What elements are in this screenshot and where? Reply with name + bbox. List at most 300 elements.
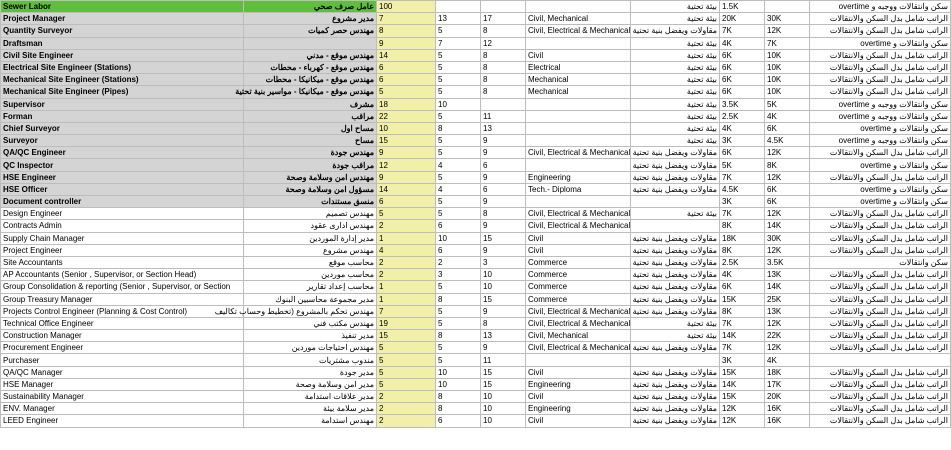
- cell-job-title-ar[interactable]: مهندس تصميم: [244, 208, 377, 220]
- cell-project-type[interactable]: مقاولات ويفضل بنية تحتية: [631, 415, 720, 427]
- cell-experience-max[interactable]: 8: [481, 208, 526, 220]
- cell-salary-min[interactable]: 7K: [720, 317, 765, 329]
- cell-salary-max[interactable]: 13K: [765, 269, 810, 281]
- cell-salary-min[interactable]: 3.5K: [720, 98, 765, 110]
- table-row[interactable]: [1, 49, 951, 61]
- cell-project-type[interactable]: مقاولات ويفضل بنية تحتية: [631, 25, 720, 37]
- cell-experience-max[interactable]: 8: [481, 25, 526, 37]
- cell-count[interactable]: 1: [377, 293, 436, 305]
- cell-experience-max[interactable]: 8: [481, 61, 526, 73]
- cell-experience-max[interactable]: 15: [481, 232, 526, 244]
- cell-count[interactable]: 14: [377, 183, 436, 195]
- cell-salary-max[interactable]: 16K: [765, 403, 810, 415]
- cell-job-title-ar[interactable]: مهندس امن وسلامة وصحة: [244, 171, 377, 183]
- cell-experience-max[interactable]: 10: [481, 391, 526, 403]
- cell-benefits[interactable]: سكن وانتقالات و overtime: [810, 37, 951, 49]
- cell-count[interactable]: 1: [377, 232, 436, 244]
- cell-job-title-en[interactable]: Site Accountants: [1, 256, 244, 268]
- cell-experience-max[interactable]: 11: [481, 110, 526, 122]
- cell-count[interactable]: 5: [377, 208, 436, 220]
- cell-job-title-ar[interactable]: مدير علاقات استدامة: [244, 391, 377, 403]
- cell-project-type[interactable]: مقاولات ويفضل بنية تحتية: [631, 403, 720, 415]
- cell-salary-min[interactable]: 7K: [720, 25, 765, 37]
- cell-specialization[interactable]: [526, 110, 631, 122]
- cell-benefits[interactable]: الراتب شامل بدل السكن والانتقالات: [810, 208, 951, 220]
- cell-experience-min[interactable]: 5: [436, 342, 481, 354]
- cell-salary-max[interactable]: 13K: [765, 305, 810, 317]
- cell-specialization[interactable]: Civil: [526, 366, 631, 378]
- cell-project-type[interactable]: بيئة تحتية: [631, 98, 720, 110]
- cell-project-type[interactable]: بيئة تحتية: [631, 317, 720, 329]
- cell-count[interactable]: 12: [377, 159, 436, 171]
- cell-experience-max[interactable]: 9: [481, 342, 526, 354]
- cell-benefits[interactable]: الراتب شامل بدل السكن والانتقالات: [810, 244, 951, 256]
- cell-salary-min[interactable]: 12K: [720, 415, 765, 427]
- cell-count[interactable]: 2: [377, 415, 436, 427]
- cell-job-title-en[interactable]: ENV. Manager: [1, 403, 244, 415]
- cell-salary-min[interactable]: 6K: [720, 281, 765, 293]
- cell-job-title-en[interactable]: AP Accountants (Senior , Supervisor, or Section Head): [1, 269, 244, 281]
- cell-salary-max[interactable]: 8K: [765, 159, 810, 171]
- cell-salary-min[interactable]: 8K: [720, 305, 765, 317]
- table-row[interactable]: [1, 25, 951, 37]
- cell-job-title-ar[interactable]: مهندس مكتب فني: [244, 317, 377, 329]
- cell-job-title-ar[interactable]: محاسب موردين: [244, 269, 377, 281]
- cell-job-title-ar[interactable]: [244, 37, 377, 49]
- cell-salary-max[interactable]: 30K: [765, 232, 810, 244]
- cell-count[interactable]: 15: [377, 135, 436, 147]
- cell-experience-max[interactable]: 9: [481, 147, 526, 159]
- cell-experience-min[interactable]: 5: [436, 49, 481, 61]
- cell-benefits[interactable]: الراتب شامل بدل السكن والانتقالات: [810, 25, 951, 37]
- cell-project-type[interactable]: مقاولات ويفضل بنية تحتية: [631, 244, 720, 256]
- cell-experience-max[interactable]: 11: [481, 354, 526, 366]
- cell-job-title-en[interactable]: Draftsman: [1, 37, 244, 49]
- cell-experience-min[interactable]: 7: [436, 37, 481, 49]
- cell-salary-max[interactable]: 14K: [765, 281, 810, 293]
- cell-job-title-ar[interactable]: مراقب جودة: [244, 159, 377, 171]
- table-row[interactable]: [1, 342, 951, 354]
- cell-job-title-ar[interactable]: مهندس موقع - كهرباء - محطات: [244, 61, 377, 73]
- cell-salary-min[interactable]: 1.5K: [720, 1, 765, 13]
- cell-specialization[interactable]: Commerce: [526, 256, 631, 268]
- cell-count[interactable]: 4: [377, 244, 436, 256]
- cell-benefits[interactable]: سكن وانتقالات ووجبه و overtime: [810, 1, 951, 13]
- cell-salary-min[interactable]: 6K: [720, 49, 765, 61]
- cell-salary-min[interactable]: 6K: [720, 74, 765, 86]
- cell-count[interactable]: 9: [377, 147, 436, 159]
- cell-job-title-ar[interactable]: مهندس ادارى عقود: [244, 220, 377, 232]
- cell-experience-max[interactable]: 6: [481, 183, 526, 195]
- cell-project-type[interactable]: مقاولات ويفضل بنية تحتية: [631, 391, 720, 403]
- cell-experience-max[interactable]: 17: [481, 13, 526, 25]
- cell-specialization[interactable]: [526, 196, 631, 208]
- cell-experience-max[interactable]: 8: [481, 49, 526, 61]
- cell-experience-max[interactable]: 9: [481, 171, 526, 183]
- cell-experience-max[interactable]: 10: [481, 415, 526, 427]
- table-row[interactable]: [1, 61, 951, 73]
- table-row[interactable]: [1, 378, 951, 390]
- cell-job-title-en[interactable]: Projects Control Engineer (Planning & Cost Control): [1, 305, 244, 317]
- cell-salary-max[interactable]: [765, 1, 810, 13]
- cell-job-title-en[interactable]: QC Inspector: [1, 159, 244, 171]
- cell-specialization[interactable]: Commerce: [526, 293, 631, 305]
- table-row[interactable]: [1, 208, 951, 220]
- cell-experience-max[interactable]: 10: [481, 281, 526, 293]
- cell-benefits[interactable]: الراتب شامل بدل السكن والانتقالات: [810, 269, 951, 281]
- cell-experience-max[interactable]: 15: [481, 293, 526, 305]
- cell-project-type[interactable]: مقاولات ويفضل بنية تحتية: [631, 366, 720, 378]
- cell-specialization[interactable]: [526, 135, 631, 147]
- cell-job-title-en[interactable]: QA/QC Engineer: [1, 147, 244, 159]
- cell-experience-min[interactable]: 8: [436, 403, 481, 415]
- cell-benefits[interactable]: الراتب شامل بدل السكن والانتقالات: [810, 74, 951, 86]
- cell-job-title-ar[interactable]: مهندس حصر كميات: [244, 25, 377, 37]
- cell-project-type[interactable]: مقاولات ويفضل بنية تحتية: [631, 305, 720, 317]
- cell-project-type[interactable]: بيئة تحتية: [631, 37, 720, 49]
- cell-benefits[interactable]: الراتب شامل بدل السكن والانتقالات: [810, 49, 951, 61]
- cell-salary-max[interactable]: 4.5K: [765, 135, 810, 147]
- cell-count[interactable]: 14: [377, 49, 436, 61]
- cell-count[interactable]: 7: [377, 13, 436, 25]
- table-row[interactable]: [1, 330, 951, 342]
- cell-count[interactable]: 6: [377, 74, 436, 86]
- cell-experience-min[interactable]: 5: [436, 305, 481, 317]
- cell-salary-min[interactable]: 12K: [720, 403, 765, 415]
- cell-experience-min[interactable]: 8: [436, 330, 481, 342]
- cell-specialization[interactable]: Civil, Electrical & Mechanical: [526, 305, 631, 317]
- cell-specialization[interactable]: Tech.- Diploma: [526, 183, 631, 195]
- cell-experience-min[interactable]: 4: [436, 183, 481, 195]
- cell-experience-max[interactable]: 15: [481, 378, 526, 390]
- cell-specialization[interactable]: [526, 122, 631, 134]
- cell-project-type[interactable]: بيئة تحتية: [631, 122, 720, 134]
- cell-job-title-ar[interactable]: مهندس مشروع: [244, 244, 377, 256]
- cell-salary-min[interactable]: 3K: [720, 354, 765, 366]
- cell-experience-max[interactable]: 15: [481, 366, 526, 378]
- cell-benefits[interactable]: الراتب شامل بدل السكن والانتقالات: [810, 232, 951, 244]
- cell-salary-max[interactable]: 6K: [765, 183, 810, 195]
- cell-experience-min[interactable]: 5: [436, 110, 481, 122]
- cell-specialization[interactable]: Mechanical: [526, 86, 631, 98]
- cell-job-title-en[interactable]: HSE Manager: [1, 378, 244, 390]
- cell-salary-min[interactable]: 4K: [720, 269, 765, 281]
- cell-salary-min[interactable]: 15K: [720, 391, 765, 403]
- cell-experience-max[interactable]: 10: [481, 269, 526, 281]
- cell-salary-max[interactable]: 16K: [765, 415, 810, 427]
- cell-salary-min[interactable]: 20K: [720, 13, 765, 25]
- cell-specialization[interactable]: Civil, Electrical & Mechanical: [526, 317, 631, 329]
- cell-salary-max[interactable]: 5K: [765, 98, 810, 110]
- cell-job-title-en[interactable]: Quantity Surveyor: [1, 25, 244, 37]
- cell-job-title-en[interactable]: Forman: [1, 110, 244, 122]
- cell-experience-min[interactable]: 13: [436, 13, 481, 25]
- cell-count[interactable]: 6: [377, 61, 436, 73]
- cell-job-title-ar[interactable]: مدير جودة: [244, 366, 377, 378]
- cell-job-title-en[interactable]: Surveyor: [1, 135, 244, 147]
- cell-experience-max[interactable]: 9: [481, 305, 526, 317]
- cell-job-title-ar[interactable]: مدير مجموعة محاسبين البنوك: [244, 293, 377, 305]
- cell-project-type[interactable]: [631, 220, 720, 232]
- cell-job-title-ar[interactable]: مهندس موقع - مدني: [244, 49, 377, 61]
- cell-job-title-ar[interactable]: مندوب مشتريات: [244, 354, 377, 366]
- cell-count[interactable]: 5: [377, 86, 436, 98]
- cell-experience-max[interactable]: 6: [481, 159, 526, 171]
- cell-count[interactable]: 5: [377, 342, 436, 354]
- table-row[interactable]: [1, 317, 951, 329]
- cell-benefits[interactable]: سكن وانتقالات: [810, 256, 951, 268]
- cell-project-type[interactable]: [631, 196, 720, 208]
- cell-count[interactable]: 2: [377, 403, 436, 415]
- cell-job-title-ar[interactable]: مدير إدارة الموردين: [244, 232, 377, 244]
- cell-experience-min[interactable]: 5: [436, 354, 481, 366]
- cell-specialization[interactable]: Commerce: [526, 281, 631, 293]
- cell-job-title-ar[interactable]: مهندس احتياجات موردين: [244, 342, 377, 354]
- cell-job-title-ar[interactable]: مهندس موقع - ميكانيكا - محطات: [244, 74, 377, 86]
- cell-job-title-ar[interactable]: مهندس استدامة: [244, 415, 377, 427]
- cell-experience-min[interactable]: 5: [436, 86, 481, 98]
- cell-experience-min[interactable]: 5: [436, 281, 481, 293]
- cell-job-title-en[interactable]: Technical Office Engineer: [1, 317, 244, 329]
- cell-benefits[interactable]: [810, 354, 951, 366]
- cell-specialization[interactable]: Civil, Electrical & Mechanical: [526, 147, 631, 159]
- cell-count[interactable]: 5: [377, 354, 436, 366]
- cell-experience-max[interactable]: [481, 1, 526, 13]
- cell-experience-min[interactable]: [436, 1, 481, 13]
- cell-experience-max[interactable]: 8: [481, 317, 526, 329]
- cell-salary-max[interactable]: 6K: [765, 122, 810, 134]
- cell-job-title-ar[interactable]: محاسب موقع: [244, 256, 377, 268]
- cell-job-title-en[interactable]: Electrical Site Engineer (Stations): [1, 61, 244, 73]
- cell-specialization[interactable]: [526, 159, 631, 171]
- cell-experience-min[interactable]: 5: [436, 25, 481, 37]
- cell-benefits[interactable]: سكن وانتقالات ووجبه و overtime: [810, 98, 951, 110]
- cell-salary-max[interactable]: 6K: [765, 196, 810, 208]
- cell-salary-max[interactable]: 12K: [765, 208, 810, 220]
- cell-experience-min[interactable]: 6: [436, 415, 481, 427]
- cell-specialization[interactable]: Mechanical: [526, 74, 631, 86]
- table-row[interactable]: [1, 13, 951, 25]
- cell-job-title-en[interactable]: HSE Engineer: [1, 171, 244, 183]
- cell-experience-min[interactable]: 5: [436, 208, 481, 220]
- cell-job-title-ar[interactable]: عامل صرف صحي: [244, 1, 377, 13]
- cell-job-title-en[interactable]: Mechanical Site Engineer (Pipes): [1, 86, 244, 98]
- cell-salary-max[interactable]: 4K: [765, 110, 810, 122]
- table-row[interactable]: [1, 391, 951, 403]
- cell-count[interactable]: 2: [377, 220, 436, 232]
- cell-project-type[interactable]: بيئة تحتية: [631, 13, 720, 25]
- cell-experience-min[interactable]: 10: [436, 378, 481, 390]
- cell-experience-min[interactable]: 8: [436, 391, 481, 403]
- table-row[interactable]: [1, 256, 951, 268]
- cell-salary-max[interactable]: 20K: [765, 391, 810, 403]
- cell-benefits[interactable]: الراتب شامل بدل السكن والانتقالات: [810, 220, 951, 232]
- cell-experience-max[interactable]: 13: [481, 330, 526, 342]
- cell-job-title-ar[interactable]: منسق مستندات: [244, 196, 377, 208]
- cell-project-type[interactable]: بيئة تحتية: [631, 61, 720, 73]
- cell-specialization[interactable]: [526, 37, 631, 49]
- cell-salary-max[interactable]: 18K: [765, 366, 810, 378]
- cell-salary-max[interactable]: 22K: [765, 330, 810, 342]
- cell-project-type[interactable]: [631, 354, 720, 366]
- cell-benefits[interactable]: الراتب شامل بدل السكن والانتقالات: [810, 330, 951, 342]
- cell-project-type[interactable]: بيئة تحتية: [631, 110, 720, 122]
- cell-job-title-en[interactable]: Contracts Admin: [1, 220, 244, 232]
- cell-benefits[interactable]: الراتب شامل بدل السكن والانتقالات: [810, 281, 951, 293]
- cell-benefits[interactable]: سكن وانتقالات و overtime: [810, 183, 951, 195]
- cell-count[interactable]: 9: [377, 37, 436, 49]
- cell-salary-min[interactable]: 6K: [720, 61, 765, 73]
- cell-job-title-en[interactable]: Sustainability Manager: [1, 391, 244, 403]
- cell-benefits[interactable]: الراتب شامل بدل السكن والانتقالات: [810, 403, 951, 415]
- cell-salary-max[interactable]: 12K: [765, 147, 810, 159]
- cell-salary-min[interactable]: 8K: [720, 244, 765, 256]
- cell-specialization[interactable]: Civil: [526, 49, 631, 61]
- cell-salary-min[interactable]: 5K: [720, 159, 765, 171]
- cell-benefits[interactable]: سكن وانتقالات و overtime: [810, 159, 951, 171]
- cell-experience-min[interactable]: 3: [436, 269, 481, 281]
- cell-experience-max[interactable]: 9: [481, 244, 526, 256]
- cell-benefits[interactable]: الراتب شامل بدل السكن والانتقالات: [810, 342, 951, 354]
- cell-specialization[interactable]: Civil, Mechanical: [526, 330, 631, 342]
- cell-project-type[interactable]: مقاولات ويفضل بنية تحتية: [631, 378, 720, 390]
- cell-count[interactable]: 5: [377, 366, 436, 378]
- table-row[interactable]: [1, 232, 951, 244]
- table-row[interactable]: [1, 171, 951, 183]
- cell-benefits[interactable]: سكن وانتقالات ووجبه و overtime: [810, 135, 951, 147]
- cell-salary-max[interactable]: 30K: [765, 13, 810, 25]
- table-row[interactable]: [1, 74, 951, 86]
- cell-salary-min[interactable]: 7K: [720, 171, 765, 183]
- cell-salary-min[interactable]: 14K: [720, 330, 765, 342]
- cell-project-type[interactable]: مقاولات ويفضل بنية تحتية: [631, 293, 720, 305]
- cell-salary-max[interactable]: 12K: [765, 25, 810, 37]
- cell-job-title-en[interactable]: Chief Surveyor: [1, 122, 244, 134]
- cell-job-title-en[interactable]: Construction Manager: [1, 330, 244, 342]
- cell-benefits[interactable]: الراتب شامل بدل السكن والانتقالات: [810, 415, 951, 427]
- table-row[interactable]: [1, 220, 951, 232]
- cell-specialization[interactable]: Civil: [526, 415, 631, 427]
- cell-specialization[interactable]: Civil, Mechanical: [526, 13, 631, 25]
- cell-experience-max[interactable]: 13: [481, 122, 526, 134]
- cell-salary-max[interactable]: 10K: [765, 49, 810, 61]
- table-row[interactable]: [1, 183, 951, 195]
- cell-experience-min[interactable]: 5: [436, 74, 481, 86]
- cell-project-type[interactable]: بيئة تحتية: [631, 49, 720, 61]
- cell-job-title-en[interactable]: Document controller: [1, 196, 244, 208]
- cell-job-title-en[interactable]: Project Engineer: [1, 244, 244, 256]
- cell-experience-max[interactable]: 9: [481, 220, 526, 232]
- table-row[interactable]: [1, 1, 951, 13]
- cell-project-type[interactable]: بيئة تحتية: [631, 330, 720, 342]
- cell-salary-min[interactable]: 2.5K: [720, 256, 765, 268]
- cell-specialization[interactable]: Civil: [526, 232, 631, 244]
- cell-job-title-en[interactable]: Group Consolidation & reporting (Senior , Supervisor, or Section: [1, 281, 244, 293]
- cell-job-title-ar[interactable]: مهندس جودة: [244, 147, 377, 159]
- cell-specialization[interactable]: [526, 1, 631, 13]
- cell-specialization[interactable]: Civil, Electrical & Mechanical: [526, 342, 631, 354]
- cell-salary-max[interactable]: 17K: [765, 378, 810, 390]
- cell-experience-max[interactable]: 9: [481, 135, 526, 147]
- cell-experience-max[interactable]: 10: [481, 403, 526, 415]
- cell-experience-min[interactable]: 5: [436, 147, 481, 159]
- cell-count[interactable]: 2: [377, 256, 436, 268]
- cell-salary-max[interactable]: 14K: [765, 220, 810, 232]
- cell-experience-max[interactable]: 12: [481, 37, 526, 49]
- cell-salary-min[interactable]: 4.5K: [720, 183, 765, 195]
- cell-experience-min[interactable]: 6: [436, 244, 481, 256]
- cell-experience-min[interactable]: 5: [436, 196, 481, 208]
- cell-benefits[interactable]: الراتب شامل بدل السكن والانتقالات: [810, 391, 951, 403]
- cell-experience-min[interactable]: 5: [436, 171, 481, 183]
- cell-count[interactable]: 8: [377, 25, 436, 37]
- cell-specialization[interactable]: Commerce: [526, 269, 631, 281]
- table-row[interactable]: [1, 244, 951, 256]
- cell-count[interactable]: 5: [377, 378, 436, 390]
- cell-benefits[interactable]: الراتب شامل بدل السكن والانتقالات: [810, 305, 951, 317]
- cell-salary-max[interactable]: 10K: [765, 61, 810, 73]
- cell-job-title-en[interactable]: QA/QC Manager: [1, 366, 244, 378]
- cell-experience-min[interactable]: 10: [436, 366, 481, 378]
- cell-experience-min[interactable]: 5: [436, 61, 481, 73]
- cell-salary-min[interactable]: 14K: [720, 378, 765, 390]
- cell-benefits[interactable]: الراتب شامل بدل السكن والانتقالات: [810, 147, 951, 159]
- cell-project-type[interactable]: بيئة تحتية: [631, 208, 720, 220]
- table-row[interactable]: [1, 98, 951, 110]
- cell-count[interactable]: 2: [377, 269, 436, 281]
- cell-experience-min[interactable]: 6: [436, 220, 481, 232]
- cell-project-type[interactable]: بيئة تحتية: [631, 86, 720, 98]
- cell-project-type[interactable]: مقاولات ويفضل بنية تحتية: [631, 256, 720, 268]
- table-row[interactable]: [1, 86, 951, 98]
- cell-experience-min[interactable]: 8: [436, 293, 481, 305]
- cell-salary-max[interactable]: 25K: [765, 293, 810, 305]
- cell-benefits[interactable]: سكن وانتقالات و overtime: [810, 196, 951, 208]
- cell-specialization[interactable]: Electrical: [526, 61, 631, 73]
- cell-experience-min[interactable]: 8: [436, 122, 481, 134]
- cell-job-title-ar[interactable]: محاسب إعداد تقارير: [244, 281, 377, 293]
- cell-salary-min[interactable]: 3K: [720, 135, 765, 147]
- cell-count[interactable]: 10: [377, 122, 436, 134]
- cell-salary-min[interactable]: 4K: [720, 122, 765, 134]
- cell-salary-max[interactable]: 12K: [765, 171, 810, 183]
- cell-salary-max[interactable]: 12K: [765, 342, 810, 354]
- cell-job-title-en[interactable]: Design Engineer: [1, 208, 244, 220]
- cell-job-title-ar[interactable]: مراقب: [244, 110, 377, 122]
- cell-job-title-en[interactable]: Purchaser: [1, 354, 244, 366]
- cell-benefits[interactable]: الراتب شامل بدل السكن والانتقالات: [810, 366, 951, 378]
- cell-specialization[interactable]: [526, 354, 631, 366]
- cell-experience-min[interactable]: 5: [436, 317, 481, 329]
- table-row[interactable]: [1, 293, 951, 305]
- cell-salary-min[interactable]: 4K: [720, 37, 765, 49]
- cell-job-title-en[interactable]: Procurement Engineer: [1, 342, 244, 354]
- cell-job-title-en[interactable]: Group Treasury Manager: [1, 293, 244, 305]
- cell-job-title-en[interactable]: Civil Site Engineer: [1, 49, 244, 61]
- cell-project-type[interactable]: مقاولات ويفضل بنية تحتية: [631, 281, 720, 293]
- cell-specialization[interactable]: Engineering: [526, 171, 631, 183]
- cell-project-type[interactable]: مقاولات ويفضل بنية تحتية: [631, 147, 720, 159]
- cell-job-title-en[interactable]: Sewer Labor: [1, 1, 244, 13]
- cell-experience-max[interactable]: 8: [481, 86, 526, 98]
- cell-experience-max[interactable]: 8: [481, 74, 526, 86]
- cell-job-title-ar[interactable]: مساح اول: [244, 122, 377, 134]
- cell-specialization[interactable]: Engineering: [526, 403, 631, 415]
- cell-benefits[interactable]: سكن وانتقالات ووجبه و overtime: [810, 110, 951, 122]
- cell-count[interactable]: 7: [377, 305, 436, 317]
- table-row[interactable]: [1, 305, 951, 317]
- table-row[interactable]: [1, 415, 951, 427]
